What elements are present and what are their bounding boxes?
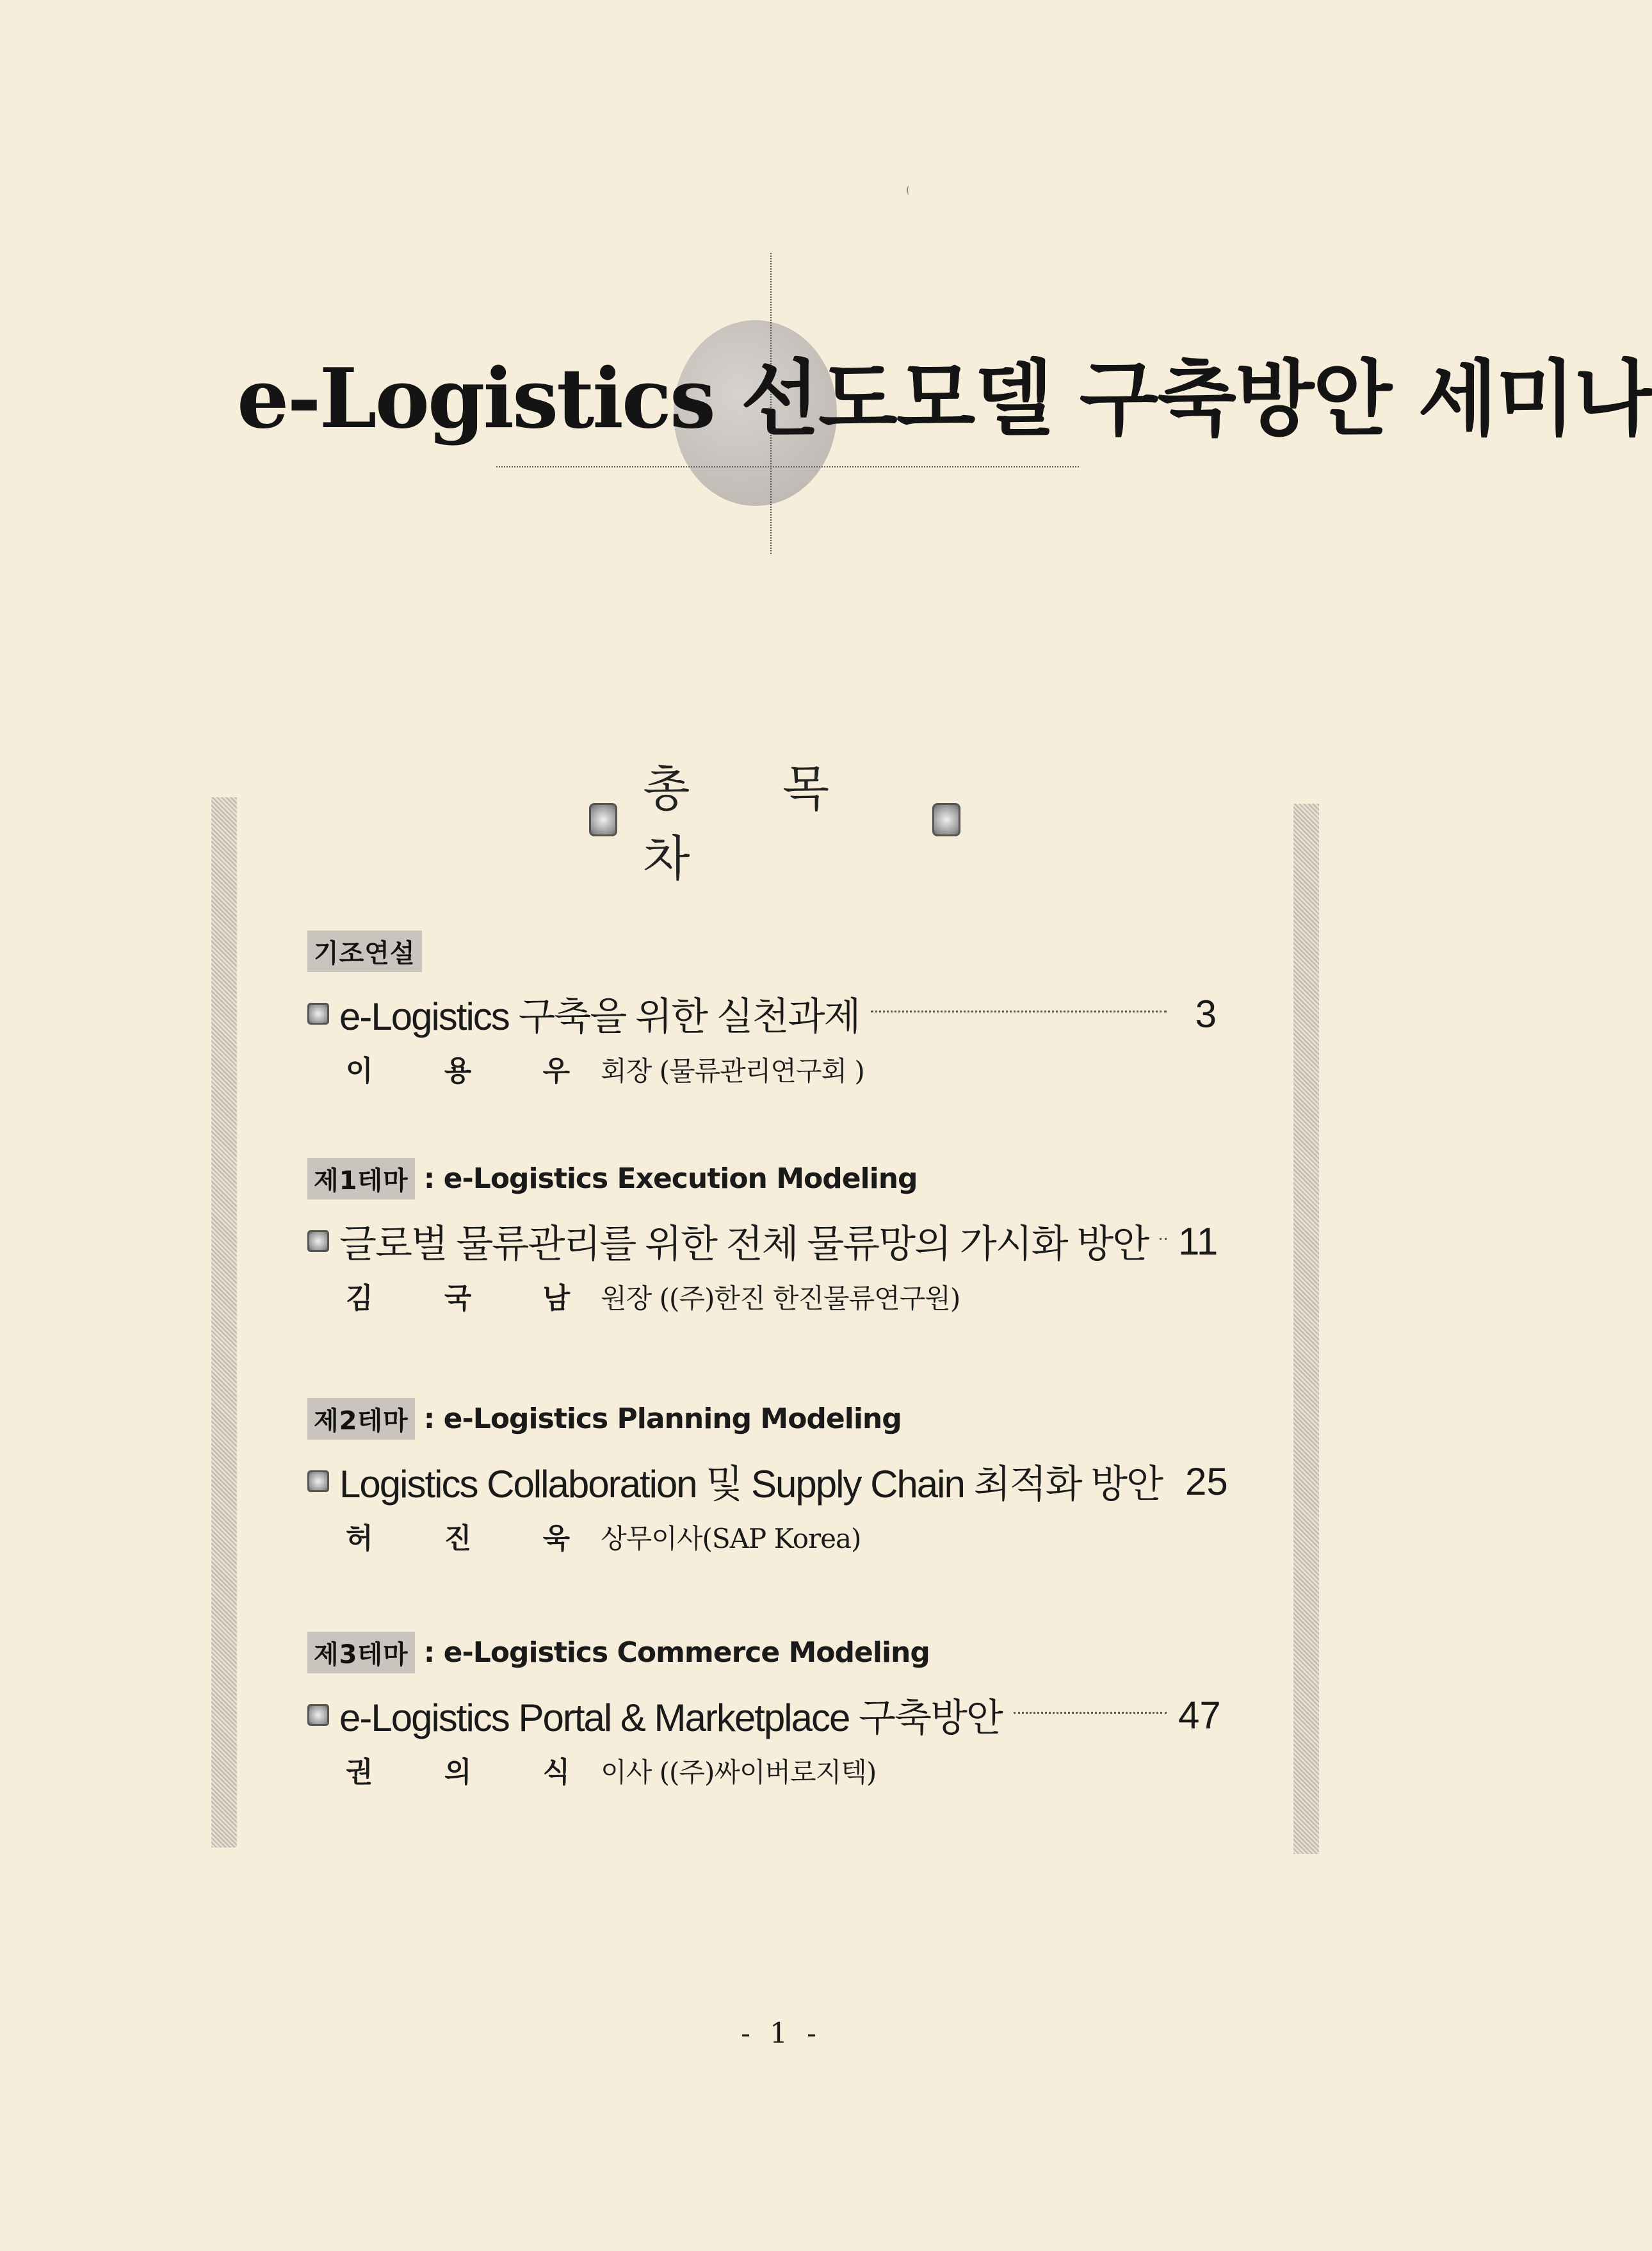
author-row: [307, 1515, 1217, 1560]
toc-section-theme-3: [307, 1630, 1221, 1794]
toc-section-theme-2: [307, 1396, 1228, 1560]
dotted-leader: [871, 1011, 1167, 1012]
section-theme: : e-Logistics Planning Modeling: [423, 1402, 902, 1435]
author-affiliation: 회장 (물류관리연구회 ): [601, 1055, 864, 1087]
left-decorative-stripe: [211, 797, 237, 1848]
entry-page-number: 47: [1178, 1693, 1221, 1737]
entry-page-number: 3: [1195, 992, 1217, 1036]
right-decorative-stripe: [1293, 804, 1319, 1854]
section-tag: 제3테마: [307, 1632, 415, 1673]
entry-page-number: 11: [1178, 1219, 1219, 1263]
square-bullet-icon: [307, 1230, 329, 1252]
section-tag: 제1테마: [307, 1158, 415, 1199]
entry-title: e-Logistics Portal & Marketplace 구축방안: [339, 1696, 1002, 1739]
square-bullet-icon: [307, 1704, 329, 1726]
author-name: 김 국 남: [346, 1282, 601, 1315]
toc-entry[interactable]: [307, 1452, 1228, 1510]
title-crosshair-horizontal: [496, 466, 1079, 467]
dotted-leader: [1014, 1712, 1167, 1714]
entry-title: 글로벌 물류관리를 위한 전체 물류망의 가시화 방안: [339, 1223, 1149, 1265]
square-bullet-icon: [932, 803, 960, 836]
author-name: 이 용 우: [346, 1055, 601, 1087]
section-theme: : e-Logistics Commerce Modeling: [423, 1636, 930, 1669]
title-korean: 선도모델 구축방안 세미나: [740, 352, 1652, 447]
entry-title: Logistics Collaboration 및 Supply Chain 최적화 방안: [339, 1463, 1162, 1506]
author-affiliation: 상무이사(SAP Korea): [601, 1523, 861, 1554]
section-theme: : e-Logistics Execution Modeling: [423, 1162, 918, 1195]
author-row: [307, 1048, 1217, 1093]
square-bullet-icon: [307, 1003, 329, 1025]
dotted-leader: [1160, 1238, 1167, 1240]
section-tag: 기조연설: [307, 930, 422, 972]
author-name: 허 진 욱: [346, 1522, 601, 1555]
toc-entry[interactable]: [307, 985, 1217, 1043]
author-name: 권 의 식: [346, 1756, 601, 1789]
author-row: [307, 1275, 1217, 1320]
section-tag: 제2테마: [307, 1398, 415, 1440]
page-title: [237, 333, 1652, 451]
entry-title: e-Logistics 구축을 위한 실천과제: [339, 995, 860, 1038]
entry-page-number: 25: [1185, 1459, 1228, 1503]
author-affiliation: 원장 ((주)한진 한진물류연구원): [601, 1283, 960, 1314]
section-label-row: [307, 929, 1217, 973]
title-latin: e-Logistics: [237, 351, 714, 447]
toc-entry[interactable]: [307, 1686, 1221, 1744]
section-label-row: [307, 1156, 1217, 1201]
square-bullet-icon: [307, 1470, 329, 1492]
toc-section-theme-1: [307, 1156, 1217, 1320]
author-row: [307, 1749, 1217, 1794]
section-label-row: [307, 1630, 1217, 1675]
author-affiliation: 이사 ((주)싸이버로지텍): [601, 1757, 877, 1788]
square-bullet-icon: [589, 803, 617, 836]
scan-mark: [907, 186, 912, 195]
toc-heading: [589, 760, 960, 887]
toc-section-keynote: [307, 929, 1217, 1093]
toc-heading-text: 총 목 차: [643, 760, 868, 887]
toc-entry[interactable]: [307, 1212, 1217, 1270]
footer-page-number: - 1 -: [741, 2017, 822, 2050]
section-label-row: [307, 1396, 1217, 1441]
